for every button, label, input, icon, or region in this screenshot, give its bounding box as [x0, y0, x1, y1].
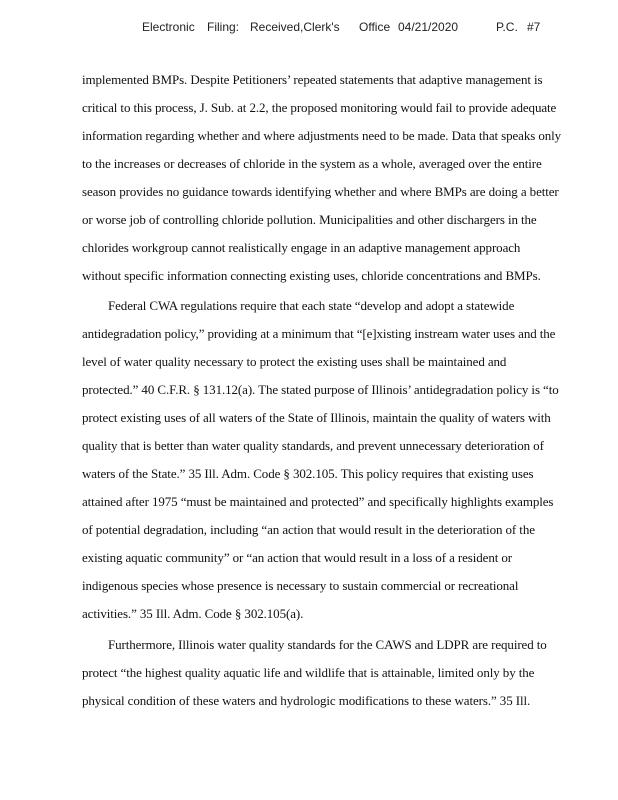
- text-line: to the increases or decreases of chloride in the system as a whole, averaged over the entire: [82, 156, 542, 171]
- header-page-number: #7: [527, 20, 541, 34]
- text-line: physical condition of these waters and hydrologic modifications to these waters.” 35 Ill.: [82, 693, 531, 708]
- text-line: critical to this process, J. Sub. at 2.2, the proposed monitoring would fail to provide adequate: [82, 100, 557, 115]
- text-line: protected.” 40 C.F.R. § 131.12(a). The stated purpose of Illinois’ antidegradation policy is “to: [82, 382, 559, 397]
- header-received-clerks: Received,Clerk's: [250, 20, 340, 34]
- header-filing: Filing:: [207, 20, 240, 34]
- text-line: season provides no guidance towards identifying whether and where BMPs are doing a better: [82, 184, 559, 199]
- text-line: or worse job of controlling chloride pollution. Municipalities and other dischargers in the: [82, 212, 537, 227]
- header-date: 04/21/2020: [398, 20, 459, 34]
- text-line: level of water quality necessary to protect the existing uses shall be maintained and: [82, 354, 507, 369]
- paragraph-first-line: Federal CWA regulations require that each state “develop and adopt a statewide: [108, 298, 515, 313]
- header-electronic: Electronic: [142, 20, 195, 34]
- text-line: without specific information connecting existing uses, chloride concentrations and BMPs.: [82, 268, 541, 283]
- filing-stamp-header: [0, 20, 618, 38]
- text-line: antidegradation policy,” providing at a minimum that “[e]xisting instream water uses and the: [82, 326, 556, 341]
- text-line: implemented BMPs. Despite Petitioners’ repeated statements that adaptive management is: [82, 72, 543, 87]
- text-line: existing aquatic community” or “an action that would result in a loss of a resident or: [82, 550, 513, 565]
- text-line: information regarding whether and where adjustments need to be made. Data that speaks only: [82, 128, 562, 143]
- header-office: Office: [359, 20, 391, 34]
- header-pc: P.C.: [496, 20, 518, 34]
- text-line: chlorides workgroup cannot realistically engage in an adaptive management approach: [82, 240, 521, 255]
- text-line: protect “the highest quality aquatic life and wildlife that is attainable, limited only by the: [82, 665, 535, 680]
- text-line: activities.” 35 Ill. Adm. Code § 302.105(a).: [82, 606, 304, 621]
- text-line: waters of the State.” 35 Ill. Adm. Code § 302.105. This policy requires that existing uses: [82, 466, 534, 481]
- text-line: attained after 1975 “must be maintained and protected” and specifically highlights examples: [82, 494, 554, 509]
- text-line: of potential degradation, including “an action that would result in the deterioration of the: [82, 522, 535, 537]
- text-line: protect existing uses of all waters of the State of Illinois, maintain the quality of waters with: [82, 410, 551, 425]
- text-line: quality that is better than water quality standards, and prevent unnecessary deterioration of: [82, 438, 544, 453]
- paragraph-first-line: Furthermore, Illinois water quality standards for the CAWS and LDPR are required to: [108, 637, 547, 652]
- text-line: indigenous species whose presence is necessary to sustain commercial or recreational: [82, 578, 519, 593]
